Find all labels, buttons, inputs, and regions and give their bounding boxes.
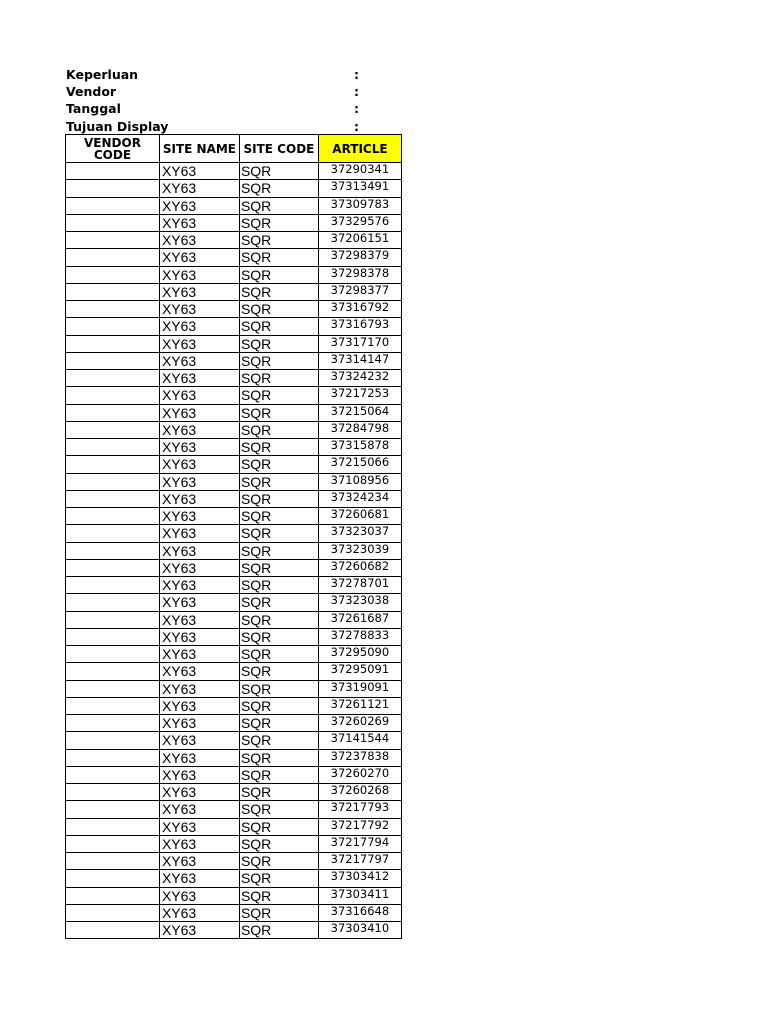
cell-vendor-code[interactable] xyxy=(66,163,160,180)
cell-article[interactable]: 37317170 xyxy=(318,335,401,352)
cell-site-name[interactable]: XY63 xyxy=(159,646,239,663)
cell-vendor-code[interactable] xyxy=(66,784,160,801)
cell-article[interactable]: 37316793 xyxy=(318,318,401,335)
field-separator: : xyxy=(354,67,359,82)
cell-site-code[interactable]: SQR xyxy=(239,335,318,352)
cell-site-name[interactable]: XY63 xyxy=(159,887,239,904)
table-body xyxy=(66,163,402,939)
cell-site-name[interactable]: XY63 xyxy=(159,352,239,369)
cell-site-code[interactable]: SQR xyxy=(239,370,318,387)
cell-site-code[interactable]: SQR xyxy=(239,818,318,835)
cell-site-code[interactable]: SQR xyxy=(239,766,318,783)
table-row xyxy=(66,887,402,904)
cell-site-name[interactable]: XY63 xyxy=(159,542,239,559)
cell-vendor-code[interactable] xyxy=(66,525,160,542)
table-row xyxy=(66,663,402,680)
cell-site-name[interactable]: XY63 xyxy=(159,404,239,421)
table-row xyxy=(66,301,402,318)
cell-article[interactable]: 37260682 xyxy=(318,559,401,576)
cell-site-name[interactable]: XY63 xyxy=(159,525,239,542)
cell-article[interactable]: 37295090 xyxy=(318,646,401,663)
cell-site-name[interactable]: XY63 xyxy=(159,214,239,231)
cell-site-name[interactable]: XY63 xyxy=(159,577,239,594)
table-row xyxy=(66,490,402,507)
cell-site-code[interactable]: SQR xyxy=(239,904,318,921)
cell-vendor-code[interactable] xyxy=(66,387,160,404)
cell-site-code[interactable]: SQR xyxy=(239,214,318,231)
cell-article[interactable]: 37260681 xyxy=(318,508,401,525)
table-row xyxy=(66,421,402,438)
cell-site-code[interactable]: SQR xyxy=(239,594,318,611)
cell-article[interactable]: 37278701 xyxy=(318,577,401,594)
cell-vendor-code[interactable] xyxy=(66,542,160,559)
cell-vendor-code[interactable] xyxy=(66,180,160,197)
header-site-code: SITE CODE xyxy=(239,135,318,163)
cell-site-name[interactable]: XY63 xyxy=(159,249,239,266)
cell-article[interactable]: 37323038 xyxy=(318,594,401,611)
cell-site-name[interactable]: XY63 xyxy=(159,266,239,283)
header-vendor-code: VENDOR CODE xyxy=(66,135,160,163)
cell-site-code[interactable]: SQR xyxy=(239,732,318,749)
cell-article[interactable]: 37217797 xyxy=(318,853,401,870)
cell-site-code[interactable]: SQR xyxy=(239,283,318,300)
cell-article[interactable]: 37260269 xyxy=(318,715,401,732)
cell-site-name[interactable]: XY63 xyxy=(159,335,239,352)
field-keperluan xyxy=(66,66,366,83)
table-row xyxy=(66,732,402,749)
cell-article[interactable]: 37303412 xyxy=(318,870,401,887)
cell-site-code[interactable]: SQR xyxy=(239,715,318,732)
cell-article[interactable]: 37260268 xyxy=(318,784,401,801)
cell-article[interactable]: 37290341 xyxy=(318,163,401,180)
cell-site-name[interactable]: XY63 xyxy=(159,749,239,766)
cell-site-name[interactable]: XY63 xyxy=(159,801,239,818)
cell-site-name[interactable]: XY63 xyxy=(159,766,239,783)
cell-site-name[interactable]: XY63 xyxy=(159,784,239,801)
table-row xyxy=(66,439,402,456)
cell-site-code[interactable]: SQR xyxy=(239,922,318,939)
table-row xyxy=(66,784,402,801)
table-row xyxy=(66,853,402,870)
table-header-row xyxy=(66,135,402,163)
cell-site-code[interactable]: SQR xyxy=(239,352,318,369)
cell-article[interactable]: 37319091 xyxy=(318,680,401,697)
cell-site-code[interactable]: SQR xyxy=(239,663,318,680)
table-row xyxy=(66,335,402,352)
table-row xyxy=(66,835,402,852)
cell-site-code[interactable]: SQR xyxy=(239,456,318,473)
cell-vendor-code[interactable] xyxy=(66,249,160,266)
cell-site-name[interactable]: XY63 xyxy=(159,473,239,490)
table-row xyxy=(66,801,402,818)
cell-vendor-code[interactable] xyxy=(66,559,160,576)
cell-site-code[interactable]: SQR xyxy=(239,697,318,714)
cell-article[interactable]: 37278833 xyxy=(318,628,401,645)
table-row xyxy=(66,542,402,559)
table-row xyxy=(66,904,402,921)
cell-site-name[interactable]: XY63 xyxy=(159,456,239,473)
cell-article[interactable]: 37309783 xyxy=(318,197,401,214)
cell-article[interactable]: 37303410 xyxy=(318,922,401,939)
cell-vendor-code[interactable] xyxy=(66,352,160,369)
cell-article[interactable]: 37324234 xyxy=(318,490,401,507)
table-row xyxy=(66,766,402,783)
cell-site-code[interactable]: SQR xyxy=(239,508,318,525)
table-row xyxy=(66,577,402,594)
cell-site-code[interactable]: SQR xyxy=(239,490,318,507)
table-row xyxy=(66,611,402,628)
table-row xyxy=(66,697,402,714)
table-row xyxy=(66,370,402,387)
cell-vendor-code[interactable] xyxy=(66,594,160,611)
cell-vendor-code[interactable] xyxy=(66,473,160,490)
cell-vendor-code[interactable] xyxy=(66,577,160,594)
cell-site-name[interactable]: XY63 xyxy=(159,904,239,921)
table-row xyxy=(66,180,402,197)
cell-vendor-code[interactable] xyxy=(66,853,160,870)
cell-vendor-code[interactable] xyxy=(66,335,160,352)
field-vendor xyxy=(66,83,366,100)
cell-vendor-code[interactable] xyxy=(66,646,160,663)
table-row xyxy=(66,404,402,421)
cell-article[interactable]: 37215064 xyxy=(318,404,401,421)
cell-vendor-code[interactable] xyxy=(66,611,160,628)
cell-site-code[interactable]: SQR xyxy=(239,611,318,628)
cell-article[interactable]: 37298378 xyxy=(318,266,401,283)
cell-site-name[interactable]: XY63 xyxy=(159,680,239,697)
table-row xyxy=(66,715,402,732)
cell-article[interactable]: 37298377 xyxy=(318,283,401,300)
table-row xyxy=(66,214,402,231)
table-row xyxy=(66,680,402,697)
cell-site-code[interactable]: SQR xyxy=(239,577,318,594)
cell-site-name[interactable]: XY63 xyxy=(159,732,239,749)
cell-site-name[interactable]: XY63 xyxy=(159,232,239,249)
table-row xyxy=(66,646,402,663)
cell-vendor-code[interactable] xyxy=(66,680,160,697)
cell-site-code[interactable]: SQR xyxy=(239,249,318,266)
field-label: Tujuan Display xyxy=(66,118,169,134)
cell-article[interactable]: 37284798 xyxy=(318,421,401,438)
cell-article[interactable]: 37108956 xyxy=(318,473,401,490)
cell-article[interactable]: 37313491 xyxy=(318,180,401,197)
header-fields xyxy=(66,66,366,135)
cell-vendor-code[interactable] xyxy=(66,318,160,335)
cell-article[interactable]: 37314147 xyxy=(318,352,401,369)
cell-site-name[interactable]: XY63 xyxy=(159,715,239,732)
table-row xyxy=(66,628,402,645)
cell-article[interactable]: 37261121 xyxy=(318,697,401,714)
table-row xyxy=(66,818,402,835)
cell-vendor-code[interactable] xyxy=(66,232,160,249)
cell-site-name[interactable]: XY63 xyxy=(159,697,239,714)
cell-site-code[interactable]: SQR xyxy=(239,197,318,214)
cell-vendor-code[interactable] xyxy=(66,801,160,818)
cell-site-code[interactable]: SQR xyxy=(239,784,318,801)
cell-site-name[interactable]: XY63 xyxy=(159,439,239,456)
cell-site-code[interactable]: SQR xyxy=(239,180,318,197)
cell-site-name[interactable]: XY63 xyxy=(159,922,239,939)
cell-article[interactable]: 37206151 xyxy=(318,232,401,249)
table-row xyxy=(66,749,402,766)
cell-site-name[interactable]: XY63 xyxy=(159,853,239,870)
cell-site-code[interactable]: SQR xyxy=(239,404,318,421)
cell-site-code[interactable]: SQR xyxy=(239,232,318,249)
cell-site-name[interactable]: XY63 xyxy=(159,559,239,576)
header-site-name: SITE NAME xyxy=(159,135,239,163)
cell-vendor-code[interactable] xyxy=(66,283,160,300)
cell-article[interactable]: 37217792 xyxy=(318,818,401,835)
cell-article[interactable]: 37323037 xyxy=(318,525,401,542)
article-table xyxy=(65,134,402,939)
cell-site-code[interactable]: SQR xyxy=(239,887,318,904)
cell-vendor-code[interactable] xyxy=(66,922,160,939)
cell-site-code[interactable]: SQR xyxy=(239,439,318,456)
cell-vendor-code[interactable] xyxy=(66,508,160,525)
cell-site-code[interactable]: SQR xyxy=(239,749,318,766)
cell-site-name[interactable]: XY63 xyxy=(159,163,239,180)
cell-vendor-code[interactable] xyxy=(66,404,160,421)
cell-article[interactable]: 37215066 xyxy=(318,456,401,473)
cell-article[interactable]: 37329576 xyxy=(318,214,401,231)
table-row xyxy=(66,508,402,525)
cell-site-name[interactable]: XY63 xyxy=(159,818,239,835)
cell-vendor-code[interactable] xyxy=(66,818,160,835)
field-tanggal xyxy=(66,100,366,117)
table-row xyxy=(66,249,402,266)
cell-site-code[interactable]: SQR xyxy=(239,870,318,887)
cell-site-code[interactable]: SQR xyxy=(239,542,318,559)
cell-site-code[interactable]: SQR xyxy=(239,525,318,542)
cell-site-name[interactable]: XY63 xyxy=(159,197,239,214)
table-row xyxy=(66,922,402,939)
table-row xyxy=(66,473,402,490)
cell-site-name[interactable]: XY63 xyxy=(159,611,239,628)
cell-site-name[interactable]: XY63 xyxy=(159,318,239,335)
cell-site-name[interactable]: XY63 xyxy=(159,370,239,387)
cell-vendor-code[interactable] xyxy=(66,904,160,921)
cell-article[interactable]: 37316792 xyxy=(318,301,401,318)
cell-vendor-code[interactable] xyxy=(66,732,160,749)
field-separator: : xyxy=(354,84,359,100)
table-row xyxy=(66,352,402,369)
cell-site-code[interactable]: SQR xyxy=(239,163,318,180)
cell-site-code[interactable]: SQR xyxy=(239,646,318,663)
field-separator: : xyxy=(354,101,359,117)
cell-vendor-code[interactable] xyxy=(66,439,160,456)
cell-site-name[interactable]: XY63 xyxy=(159,301,239,318)
table-row xyxy=(66,232,402,249)
cell-vendor-code[interactable] xyxy=(66,715,160,732)
cell-site-code[interactable]: SQR xyxy=(239,318,318,335)
table-row xyxy=(66,197,402,214)
cell-vendor-code[interactable] xyxy=(66,266,160,283)
cell-vendor-code[interactable] xyxy=(66,490,160,507)
field-label: Vendor xyxy=(66,84,117,100)
header-article: ARTICLE xyxy=(318,135,401,163)
cell-site-code[interactable]: SQR xyxy=(239,853,318,870)
cell-site-name[interactable]: XY63 xyxy=(159,663,239,680)
table-row xyxy=(66,283,402,300)
cell-site-name[interactable]: XY63 xyxy=(159,490,239,507)
cell-vendor-code[interactable] xyxy=(66,214,160,231)
cell-vendor-code[interactable] xyxy=(66,835,160,852)
cell-article[interactable]: 37295091 xyxy=(318,663,401,680)
cell-site-code[interactable]: SQR xyxy=(239,387,318,404)
field-label: Tanggal xyxy=(66,101,121,117)
cell-site-name[interactable]: XY63 xyxy=(159,508,239,525)
cell-site-name[interactable]: XY63 xyxy=(159,628,239,645)
cell-article[interactable]: 37298379 xyxy=(318,249,401,266)
cell-vendor-code[interactable] xyxy=(66,301,160,318)
cell-site-code[interactable]: SQR xyxy=(239,559,318,576)
field-separator: : xyxy=(354,118,359,134)
table-row xyxy=(66,525,402,542)
table-row xyxy=(66,318,402,335)
cell-vendor-code[interactable] xyxy=(66,887,160,904)
table-row xyxy=(66,163,402,180)
table-row xyxy=(66,387,402,404)
cell-article[interactable]: 37141544 xyxy=(318,732,401,749)
cell-vendor-code[interactable] xyxy=(66,697,160,714)
cell-site-name[interactable]: XY63 xyxy=(159,594,239,611)
cell-site-name[interactable]: XY63 xyxy=(159,283,239,300)
cell-article[interactable]: 37315878 xyxy=(318,439,401,456)
cell-site-name[interactable]: XY63 xyxy=(159,870,239,887)
table-row xyxy=(66,870,402,887)
cell-site-code[interactable]: SQR xyxy=(239,266,318,283)
cell-article[interactable]: 37324232 xyxy=(318,370,401,387)
table-row xyxy=(66,594,402,611)
cell-article[interactable]: 37260270 xyxy=(318,766,401,783)
cell-vendor-code[interactable] xyxy=(66,766,160,783)
field-tujuan-display xyxy=(66,118,366,135)
cell-vendor-code[interactable] xyxy=(66,628,160,645)
cell-vendor-code[interactable] xyxy=(66,749,160,766)
cell-article[interactable]: 37316648 xyxy=(318,904,401,921)
cell-vendor-code[interactable] xyxy=(66,663,160,680)
cell-article[interactable]: 37217253 xyxy=(318,387,401,404)
cell-article[interactable]: 37323039 xyxy=(318,542,401,559)
cell-vendor-code[interactable] xyxy=(66,870,160,887)
cell-article[interactable]: 37237838 xyxy=(318,749,401,766)
cell-vendor-code[interactable] xyxy=(66,370,160,387)
table-row xyxy=(66,456,402,473)
cell-article[interactable]: 37217793 xyxy=(318,801,401,818)
cell-site-code[interactable]: SQR xyxy=(239,628,318,645)
field-label: Keperluan xyxy=(66,67,139,82)
cell-site-code[interactable]: SQR xyxy=(239,801,318,818)
cell-site-code[interactable]: SQR xyxy=(239,301,318,318)
cell-article[interactable]: 37217794 xyxy=(318,835,401,852)
cell-site-code[interactable]: SQR xyxy=(239,835,318,852)
cell-article[interactable]: 37261687 xyxy=(318,611,401,628)
cell-article[interactable]: 37303411 xyxy=(318,887,401,904)
table-row xyxy=(66,559,402,576)
cell-vendor-code[interactable] xyxy=(66,421,160,438)
cell-site-name[interactable]: XY63 xyxy=(159,421,239,438)
table-row xyxy=(66,266,402,283)
cell-site-name[interactable]: XY63 xyxy=(159,835,239,852)
cell-site-name[interactable]: XY63 xyxy=(159,387,239,404)
cell-vendor-code[interactable] xyxy=(66,197,160,214)
cell-site-code[interactable]: SQR xyxy=(239,680,318,697)
cell-site-name[interactable]: XY63 xyxy=(159,180,239,197)
cell-site-code[interactable]: SQR xyxy=(239,421,318,438)
cell-vendor-code[interactable] xyxy=(66,456,160,473)
cell-site-code[interactable]: SQR xyxy=(239,473,318,490)
